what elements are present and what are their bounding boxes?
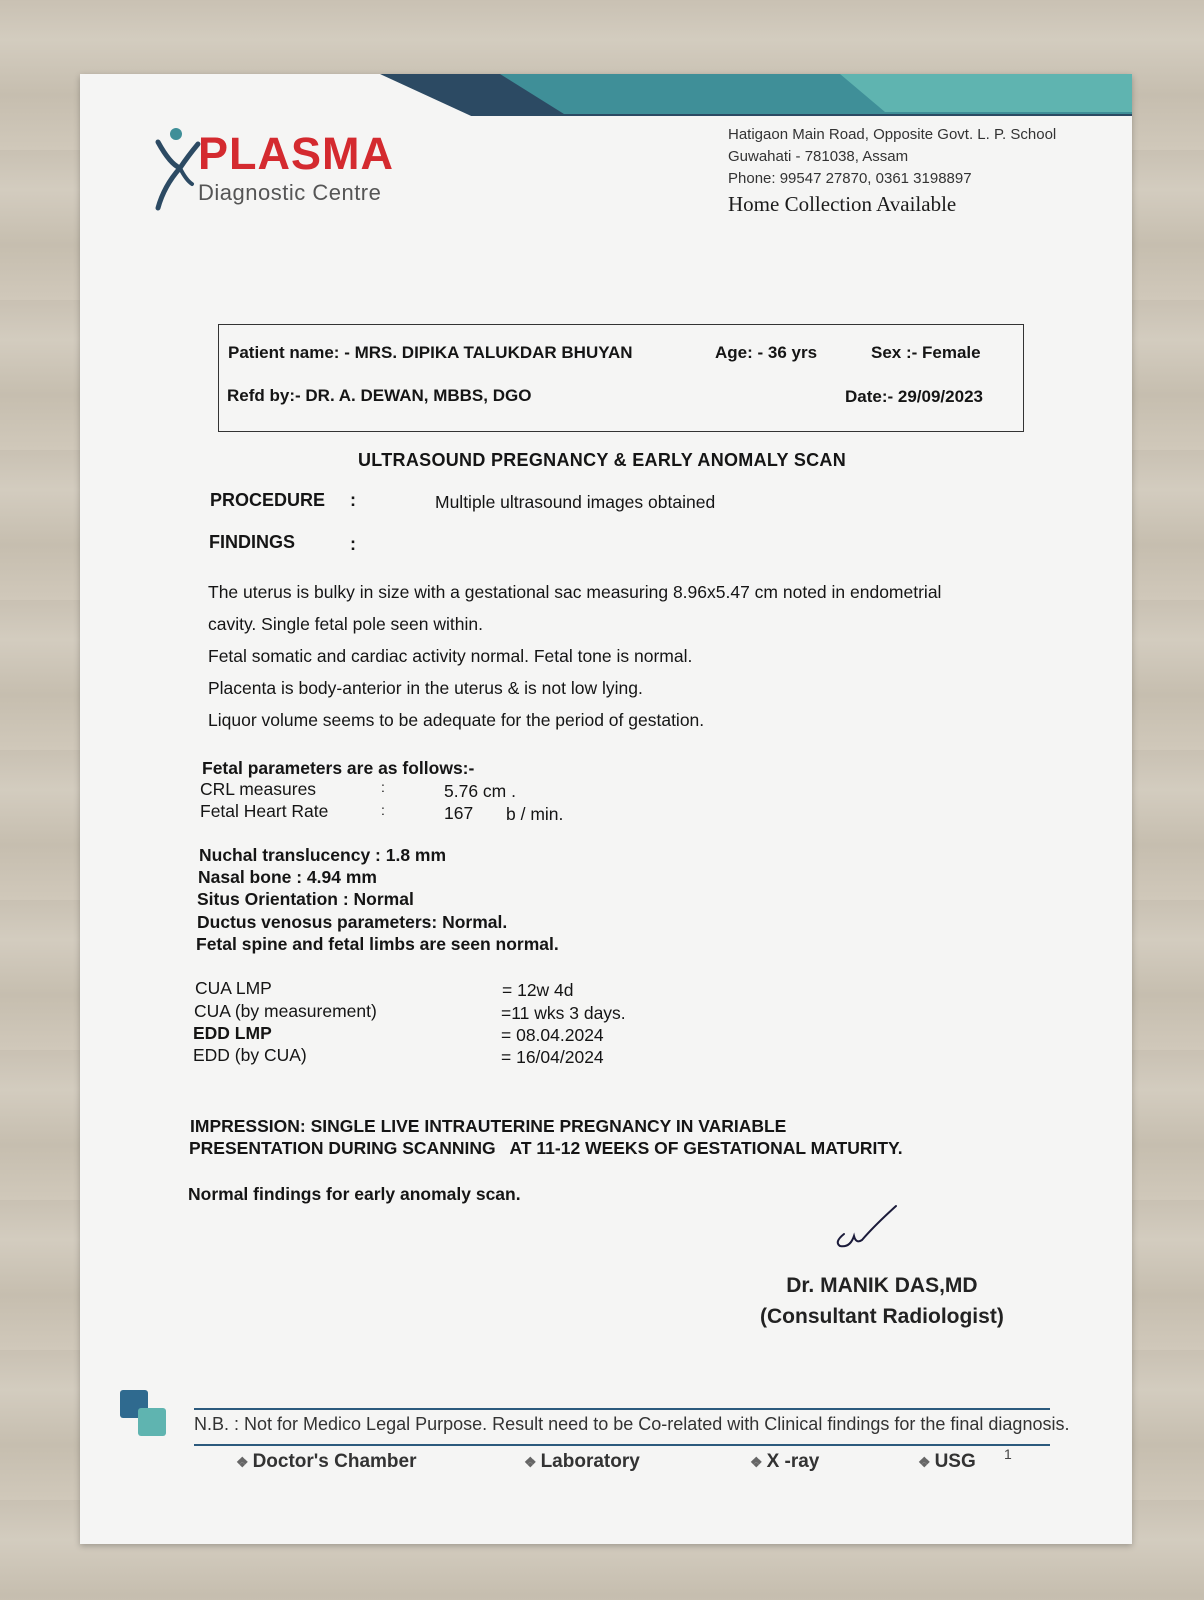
cua-measure-value: =11 wks 3 days.: [501, 1003, 626, 1023]
edd-cua-label: EDD (by CUA): [193, 1045, 307, 1065]
observation-line: Nasal bone : 4.94 mm: [198, 867, 377, 887]
observation-line: Fetal spine and fetal limbs are seen normal.: [196, 934, 559, 954]
logo-subtitle: Diagnostic Centre: [198, 180, 382, 205]
crl-label: CRL measures: [200, 779, 317, 799]
finding-line: Placenta is body-anterior in the uterus & is not low lying.: [208, 678, 643, 698]
footer-square-teal: [138, 1408, 166, 1436]
procedure-label: PROCEDURE: [210, 490, 326, 510]
patient-name: Patient name: - MRS. DIPIKA TALUKDAR BHUYAN: [228, 343, 633, 362]
service-xray: [750, 1451, 819, 1473]
footer-rule-top: [194, 1408, 1050, 1410]
patient-info-box: [218, 324, 1024, 432]
procedure-value: Multiple ultrasound images obtained: [435, 492, 716, 512]
cua-measure-label: CUA (by measurement): [194, 1001, 377, 1021]
finding-line: cavity. Single fetal pole seen within.: [208, 614, 483, 634]
address-line-2: Guwahati - 781038, Assam: [728, 148, 909, 165]
crl-value: 5.76 cm .: [444, 781, 516, 801]
doctor-signature-block: [760, 1270, 1004, 1332]
impression-line-1: IMPRESSION: SINGLE LIVE INTRAUTERINE PREGNANCY IN VARIABLE: [190, 1116, 787, 1136]
service-label: Laboratory: [540, 1451, 640, 1472]
doctor-designation: (Consultant Radiologist): [760, 1305, 1004, 1328]
service-usg: [918, 1451, 976, 1473]
normal-findings: Normal findings for early anomaly scan.: [188, 1184, 521, 1204]
report-date: Date:- 29/09/2023: [845, 387, 983, 406]
service-doctors-chamber: [236, 1451, 417, 1473]
cua-lmp-value: = 12w 4d: [502, 980, 574, 1000]
fhr-label: Fetal Heart Rate: [200, 801, 329, 821]
header-band-light: [840, 74, 1132, 112]
diamond-bullet-icon: ❖: [524, 1454, 537, 1470]
fhr-unit: b / min.: [506, 804, 564, 824]
clinic-address: [728, 124, 1108, 217]
patient-sex: Sex :- Female: [871, 343, 981, 362]
fetal-params-heading: Fetal parameters are as follows:-: [202, 758, 475, 778]
edd-cua-value: = 16/04/2024: [501, 1047, 604, 1067]
footer-note: N.B. : Not for Medico Legal Purpose. Result need to be Co-related with Clinical findings for the final diagnosis.: [194, 1414, 1070, 1434]
service-laboratory: [524, 1451, 640, 1473]
edd-lmp-label: EDD LMP: [193, 1023, 272, 1043]
page-number: 1: [1004, 1446, 1012, 1462]
observation-line: Ductus venosus parameters: Normal.: [197, 912, 508, 932]
diamond-bullet-icon: ❖: [918, 1454, 931, 1470]
edd-lmp-value: = 08.04.2024: [501, 1025, 604, 1045]
logo-figure-icon: [154, 122, 204, 212]
crl-sep: :: [381, 779, 385, 795]
diamond-bullet-icon: ❖: [750, 1454, 763, 1470]
report-title: ULTRASOUND PREGNANCY & EARLY ANOMALY SCAN: [358, 450, 847, 470]
service-label: X -ray: [766, 1451, 820, 1472]
service-label: USG: [934, 1451, 976, 1472]
doctor-name: Dr. MANIK DAS,MD: [786, 1274, 978, 1297]
findings-text: [208, 576, 1028, 736]
cua-lmp-label: CUA LMP: [195, 978, 272, 998]
patient-age: Age: - 36 yrs: [715, 343, 818, 362]
logo-name: PLASMA: [198, 128, 394, 179]
observation-line: Nuchal translucency : 1.8 mm: [199, 845, 447, 865]
signature-mark: [830, 1200, 910, 1250]
address-line-1: Hatigaon Main Road, Opposite Govt. L. P. School: [728, 126, 1057, 143]
finding-line: Fetal somatic and cardiac activity normal. Fetal tone is normal.: [208, 646, 693, 666]
finding-line: Liquor volume seems to be adequate for the period of gestation.: [208, 710, 705, 730]
impression-line-2: PRESENTATION DURING SCANNING AT 11-12 WEEKS OF GESTATIONAL MATURITY.: [189, 1138, 903, 1158]
referred-by: Refd by:- DR. A. DEWAN, MBBS, DGO: [227, 386, 532, 405]
findings-label: FINDINGS: [209, 532, 296, 552]
service-label: Doctor's Chamber: [252, 1451, 417, 1472]
phone: Phone: 99547 27870, 0361 3198897: [728, 170, 972, 187]
footer-rule-bottom: [194, 1444, 1050, 1446]
report-sheet: [80, 74, 1132, 1544]
home-collection: Home Collection Available: [728, 192, 957, 216]
observation-line: Situs Orientation : Normal: [197, 889, 414, 909]
finding-line: The uterus is bulky in size with a gestational sac measuring 8.96x5.47 cm noted in endometrial: [208, 582, 942, 602]
logo: [154, 122, 424, 212]
fhr-sep: :: [381, 802, 385, 818]
findings-colon: :: [350, 534, 356, 554]
procedure-colon: :: [350, 490, 356, 510]
fhr-value: 167: [444, 803, 474, 823]
diamond-bullet-icon: ❖: [236, 1454, 249, 1470]
